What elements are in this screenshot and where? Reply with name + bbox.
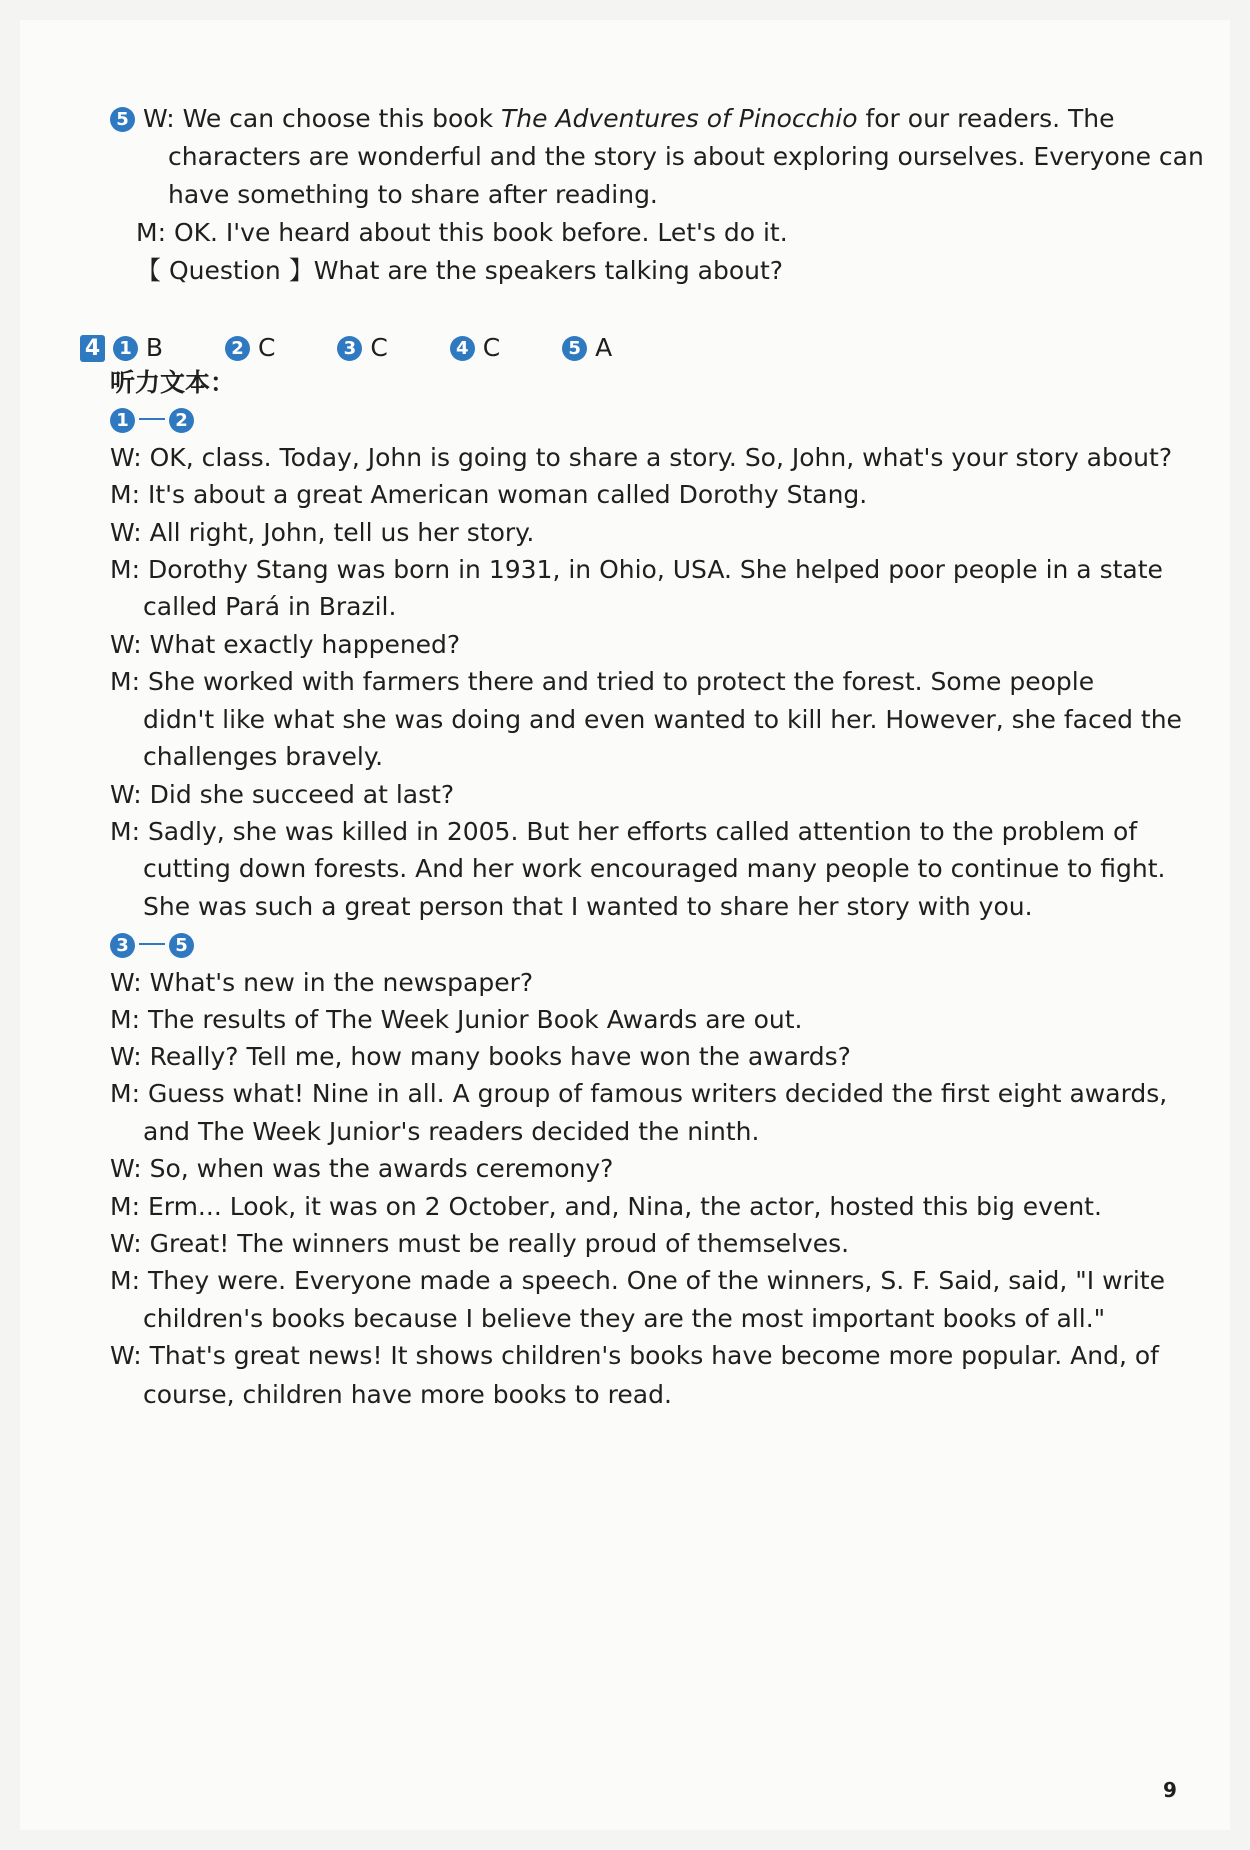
dialogue-line: M: Sadly, she was killed in 2005. But her efforts called attention to the problem of	[110, 817, 1138, 846]
dialogue-line: course, children have more books to read.	[143, 1380, 672, 1409]
range-dash	[139, 418, 165, 420]
dialogue-line	[110, 104, 1115, 134]
dialogue-line: and The Week Junior's readers decided the ninth.	[143, 1117, 760, 1146]
dialogue-line: M: OK. I've heard about this book before. Let's do it.	[136, 218, 788, 247]
page-number: 9	[1163, 1778, 1177, 1802]
dialogue-line: W: That's great news! It shows children's books have become more popular. And, of	[110, 1341, 1159, 1370]
answer-number-badge: 2	[225, 336, 250, 361]
range-label	[110, 405, 194, 435]
transcript-heading: 听力文本：	[110, 368, 236, 397]
range-end-badge: 2	[169, 408, 194, 433]
answer-letter: C	[370, 333, 388, 362]
answer-letter: A	[595, 333, 613, 362]
answer-number-badge: 4	[450, 336, 475, 361]
answer-number-badge: 1	[113, 336, 138, 361]
dialogue-line: W: What's new in the newspaper?	[110, 968, 534, 997]
question-line: 【 Question 】What are the speakers talking about?	[136, 256, 784, 285]
dialogue-line: characters are wonderful and the story is about exploring ourselves. Everyone can	[168, 142, 1204, 171]
dialogue-line: have something to share after reading.	[168, 180, 658, 209]
dialogue-line: challenges bravely.	[143, 742, 384, 771]
range-dash	[139, 943, 165, 945]
answer-letter: B	[145, 333, 164, 362]
range-end-badge: 5	[169, 933, 194, 958]
section-number-badge: 4	[80, 335, 105, 362]
dialogue-line: W: All right, John, tell us her story.	[110, 518, 535, 547]
answer-item	[113, 333, 163, 362]
dialogue-line: W: What exactly happened?	[110, 630, 461, 659]
answer-number-badge: 5	[562, 336, 587, 361]
dialogue-line: cutting down forests. And her work encouraged many people to continue to fight.	[143, 854, 1166, 883]
dialogue-line: W: So, when was the awards ceremony?	[110, 1154, 614, 1183]
answer-item	[562, 333, 612, 362]
answer-item	[450, 333, 500, 362]
answer-item	[337, 333, 387, 362]
dialogue-line: M: The results of The Week Junior Book Awards are out.	[110, 1005, 803, 1034]
item-number-badge: 5	[110, 107, 135, 132]
dialogue-line: M: Erm... Look, it was on 2 October, and, Nina, the actor, hosted this big event.	[110, 1192, 1102, 1221]
dialogue-line: M: Dorothy Stang was born in 1931, in Ohio, USA. She helped poor people in a state	[110, 555, 1163, 584]
range-start-badge: 3	[110, 933, 135, 958]
answer-letter: C	[482, 333, 501, 362]
dialogue-line: M: It's about a great American woman called Dorothy Stang.	[110, 480, 868, 509]
answer-row	[80, 333, 666, 363]
dialogue-line: M: They were. Everyone made a speech. One of the winners, S. F. Said, said, "I write	[110, 1266, 1165, 1295]
line-text: W: We can choose this book	[142, 104, 501, 133]
dialogue-line: W: Great! The winners must be really proud of themselves.	[110, 1229, 850, 1258]
line-text: for our readers. The	[857, 104, 1115, 133]
dialogue-line: W: Really? Tell me, how many books have won the awards?	[110, 1042, 851, 1071]
dialogue-line: didn't like what she was doing and even wanted to kill her. However, she faced the	[143, 705, 1182, 734]
dialogue-line: called Pará in Brazil.	[143, 592, 397, 621]
dialogue-line: She was such a great person that I wanted to share her story with you.	[143, 892, 1033, 921]
dialogue-line: M: Guess what! Nine in all. A group of famous writers decided the first eight awards,	[110, 1079, 1168, 1108]
dialogue-line: W: Did she succeed at last?	[110, 780, 455, 809]
dialogue-line: M: She worked with farmers there and tried to protect the forest. Some people	[110, 667, 1095, 696]
range-label	[110, 930, 194, 960]
answer-number-badge: 3	[337, 336, 362, 361]
dialogue-line: children's books because I believe they are the most important books of all."	[143, 1304, 1106, 1333]
range-start-badge: 1	[110, 408, 135, 433]
answer-letter: C	[257, 333, 276, 362]
answer-item	[225, 333, 275, 362]
book-title: The Adventures of Pinocchio	[501, 104, 858, 133]
dialogue-line: W: OK, class. Today, John is going to share a story. So, John, what's your story about?	[110, 443, 1173, 472]
